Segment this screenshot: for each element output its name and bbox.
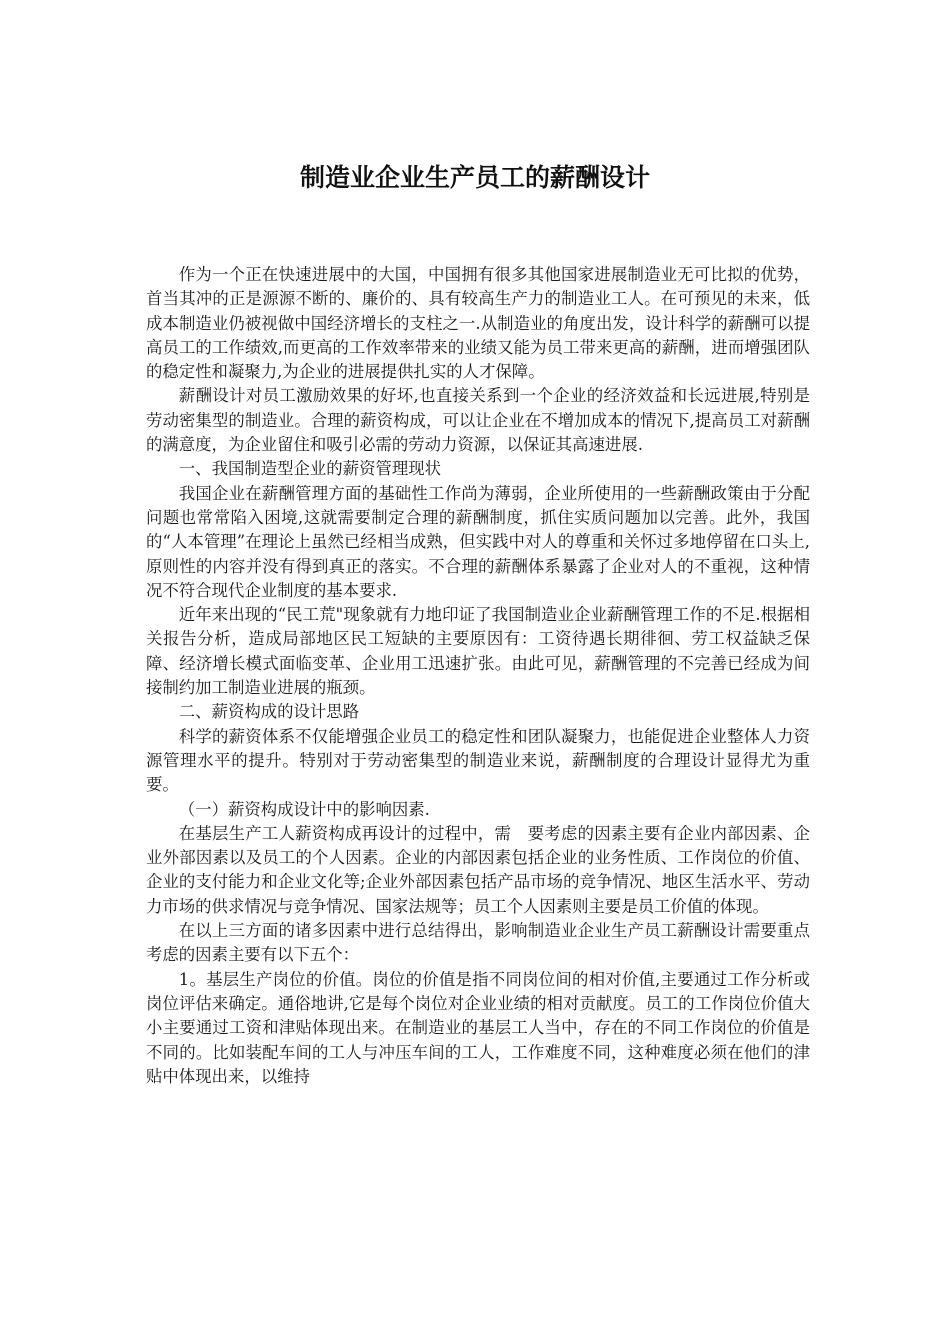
- paragraph-factors: 在基层生产工人薪资构成再设计的过程中，需 要考虑的因素主要有企业内部因素、企业外部因素以及员工的个人因素。企业的内部因素包括企业的业务性质、工作岗位的价值、企业的支付能力和企业文化等;企业外部因素包括产品市场的竞争情况、地区生活水平、劳动力市场的供求情况与竞争情况、国家法规等；员工个人因素则主要是员工价值的体现。: [146, 823, 810, 916]
- section-heading-1: 一、我国制造型企业的薪资管理现状: [178, 459, 442, 479]
- paragraph-labor-shortage: 近年来出现的“民工荒"现象就有力地印证了我国制造业企业薪酬管理工作的不足.根据相关报告分析，造成局部地区民工短缺的主要原因有：工资待遇长期徘徊、劳工权益缺乏保障、经济增长模式面临变革、企业用工迅速扩张。由此可见，薪酬管理的不完善已经成为间接制约加工制造业进展的瓶颈。: [146, 605, 810, 698]
- paragraph-current-status: 我国企业在薪酬管理方面的基础性工作尚为薄弱，企业所使用的一些薪酬政策由于分配问题也常常陷入困境,这就需要制定合理的薪酬制度，抓住实质问题加以完善。此外，我国的“人本管理”在理论上虽然已经相当成熟，但实践中对人的尊重和关怀过多地停留在口头上,原则性的内容并没有得到真正的落实。不合理的薪酬体系暴露了企业对人的不重视，这种情况不符合现代企业制度的基本要求.: [146, 483, 810, 600]
- paragraph-design-thinking: 科学的薪资体系不仅能增强企业员工的稳定性和团队凝聚力，也能促进企业整体人力资源管理水平的提升。特别对于劳动密集型的制造业来说，薪酬制度的合理设计显得尤为重要。: [146, 726, 810, 795]
- paragraph-five-factors: 在以上三方面的诸多因素中进行总结得出，影响制造业企业生产员工薪酬设计需要重点考虑的因素主要有以下五个：: [146, 921, 810, 965]
- paragraph-importance: 薪酬设计对员工激励效果的好坏,也直接关系到一个企业的经济效益和长远进展,特别是劳动密集型的制造业。合理的薪资构成，可以让企业在不增加成本的情况下,提高员工对薪酬的满意度，为企业留住和吸引必需的劳动力资源，以保证其高速进展.: [146, 386, 810, 455]
- document-title: 制造业企业生产员工的薪酬设计: [299, 163, 650, 192]
- paragraph-position-value: 1。基层生产岗位的价值。岗位的价值是指不同岗位间的相对价值,主要通过工作分析或岗位评估来确定。通俗地讲,它是每个岗位对企业业绩的相对贡献度。员工的工作岗位价值大小主要通过工资和津贴体现出来。在制造业的基层工人当中，存在的不同工作岗位的价值是不同的。比如装配车间的工人与冲压车间的工人，工作难度不同，这种难度必须在他们的津贴中体现出来，以维持: [146, 969, 810, 1086]
- subsection-heading-1: （一）薪资构成设计中的影响因素.: [178, 799, 430, 819]
- paragraph-intro: 作为一个正在快速进展中的大国，中国拥有很多其他国家进展制造业无可比拟的优势，首当其冲的正是源源不断的、廉价的、具有较高生产力的制造业工人。在可预见的未来，低成本制造业仍被视做中国经济增长的支柱之一.从制造业的角度出发，设计科学的薪酬可以提高员工的工作绩效,而更高的工作效率带来的业绩又能为员工带来更高的薪酬，进而增强团队的稳定性和凝聚力,为企业的进展提供扎实的人才保障。: [146, 265, 810, 382]
- section-heading-2: 二、薪资构成的设计思路: [178, 702, 360, 722]
- document-body: [146, 263, 810, 1089]
